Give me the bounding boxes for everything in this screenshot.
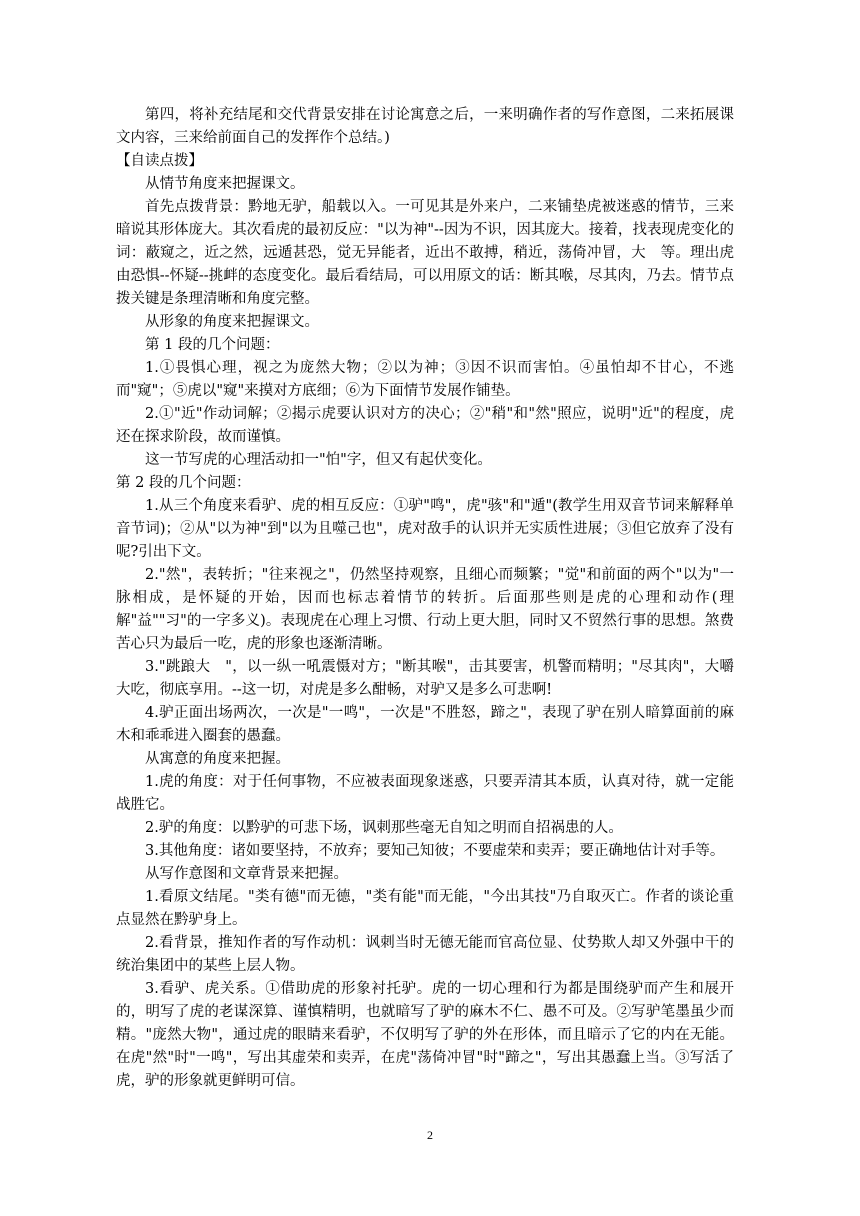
paragraph: 1.看原文结尾。"类有德"而无德，"类有能"而无能，"今出其技"乃自取灭亡。作者的谈论重点显然在黔驴身上。 — [116, 889, 734, 928]
paragraph: 2.①"近"作动词解；②揭示虎要认识对方的决心；②"稍"和"然"照应，说明"近"的程度，虎还在探求阶段，故而谨慎。 — [116, 406, 734, 445]
paragraph: 这一节写虎的心理活动扣一"怕"字，但又有起伏变化。 — [145, 452, 492, 468]
paragraph: 2.驴的角度：以黔驴的可悲下场，讽刺那些毫无自知之明而自招祸患的人。 — [145, 820, 623, 836]
paragraph: 1.虎的角度：对于任何事物，不应被表面现象迷惑，只要弄清其本质，认真对待，就一定能战胜它。 — [116, 774, 734, 813]
paragraph: 第 2 段的几个问题： — [116, 475, 251, 491]
paragraph: 从写作意图和文章背景来把握。 — [145, 866, 348, 882]
paragraph: 从寓意的角度来把握。 — [145, 751, 290, 767]
paragraph: 2.看背景，推知作者的写作动机：讽刺当时无德无能而官高位显、仗势欺人却又外强中干的统治集团中的某些上层人物。 — [116, 935, 734, 974]
paragraph: 4.驴正面出场两次，一次是"一鸣"，一次是"不胜怒，蹄之"，表现了驴在别人暗算面前的麻木和乖乖进入圈套的愚蠢。 — [116, 705, 734, 744]
paragraph: 1.①畏惧心理，视之为庞然大物；②以为神；③因不识而害怕。④虽怕却不甘心，不逃而"窥"；⑤虎以"窥"来摸对方底细；⑥为下面情节发展作铺垫。 — [116, 360, 734, 399]
paragraph: 从情节角度来把握课文。 — [145, 176, 305, 192]
paragraph: 【自读点拨】 — [116, 153, 203, 169]
paragraph: 1.从三个角度来看驴、虎的相互反应：①驴"鸣"，虎"骇"和"遁"(教学生用双音节词来解释单音节词)；②从"以为神"到"以为且噬己也"，虎对敌手的认识并无实质性进展；③但它放弃了没有呢?引出下文。 — [116, 498, 734, 560]
paragraph: 3.看驴、虎关系。①借助虎的形象衬托驴。虎的一切心理和行为都是围绕驴而产生和展开的，明写了虎的老谋深算、谨慎精明，也就暗写了驴的麻木不仁、愚不可及。②写驴笔墨虽少而精。"庞然大物"，通过虎的眼睛来看驴，不仅明写了驴的外在形体，而且暗示了它的内在无能。在虎"然"时"一鸣"，写出其虚荣和卖弄，在虎"荡倚冲冒"时"蹄之"，写出其愚蠢上当。③写活了虎，驴的形象就更鲜明可信。 — [116, 981, 734, 1089]
paragraph: 2."然"，表转折；"往来视之"，仍然坚持观察，且细心而频繁；"觉"和前面的两个"以为"一脉相成，是怀疑的开始，因而也标志着情节的转折。后面那些则是虎的心理和动作(理解"益""习"的一字多义)。表现虎在心理上习惯、行动上更大胆，同时又不贸然行事的思想。煞费苦心只为最后一吃，虎的形象也逐渐清晰。 — [116, 567, 734, 652]
document-body — [116, 104, 734, 1093]
paragraph: 从形象的角度来把握课文。 — [145, 314, 319, 330]
page-number: 2 — [427, 1128, 433, 1142]
paragraph: 3.其他角度：诸如要坚持，不放弃；要知己知彼；不要虚荣和卖弄；要正确地估计对手等。 — [145, 843, 725, 859]
paragraph: 第 1 段的几个问题： — [145, 337, 280, 353]
paragraph: 3."跳踉大 "，以一纵一吼震慑对方；"断其喉"，击其要害，机警而精明；"尽其肉"，大嚼大吃，彻底享用。--这一切，对虎是多么酣畅，对驴又是多么可悲啊! — [116, 659, 734, 698]
paragraph: 首先点拨背景：黔地无驴，船载以入。一可见其是外来户，二来铺垫虎被迷惑的情节，三来暗说其形体庞大。其次看虎的最初反应："以为神"--因为不识，因其庞大。接着，找表现虎变化的词：蔽窥之，近之然，远遁甚恐，觉无异能者，近出不敢搏，稍近，荡倚冲冒，大 等。理出虎由恐惧--怀疑--挑衅的态度变化。最后看结局，可以用原文的话：断其喉，尽其肉，乃去。情节点拨关键是条理清晰和角度完整。 — [116, 199, 734, 307]
paragraph: 第四，将补充结尾和交代背景安排在讨论寓意之后，一来明确作者的写作意图，二来拓展课文内容，三来给前面自己的发挥作个总结。) — [116, 107, 734, 146]
